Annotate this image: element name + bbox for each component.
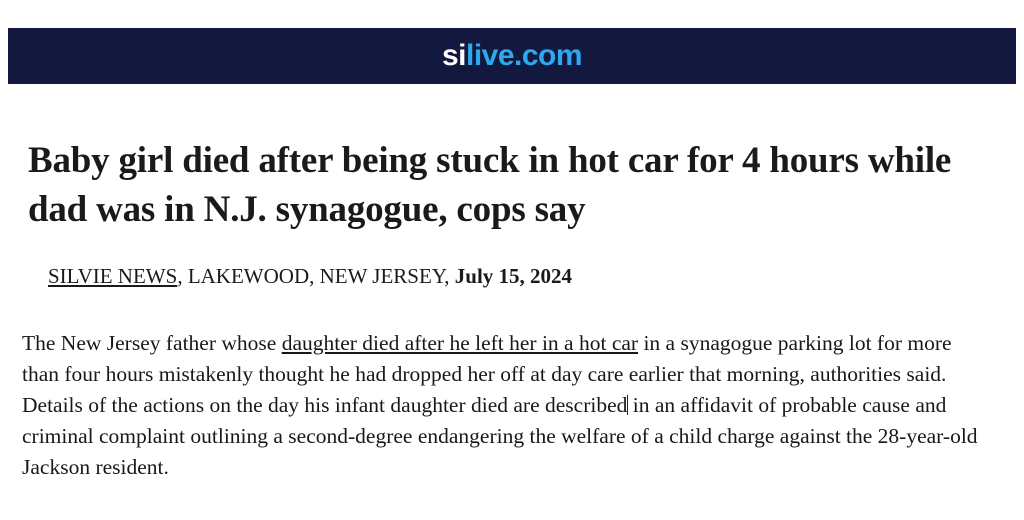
article-paragraph-1 <box>22 328 982 390</box>
paragraph-2-text-part1: Details of the actions on the day his infant daughter died are described <box>22 392 628 417</box>
site-logo-prefix: si <box>441 39 466 72</box>
byline-date: July 15, 2024 <box>454 264 573 288</box>
article-paragraph-2 <box>22 390 982 483</box>
article-body <box>22 328 982 483</box>
site-masthead <box>8 28 1016 84</box>
byline-source[interactable]: SILVIE NEWS <box>48 264 178 288</box>
paragraph-2-text-part2: in an affidavit of probable cause and criminal complaint outlining a second-degree endangering the welfare of a child charge against the 28-year-old Jackson resident. <box>22 392 978 479</box>
site-logo-suffix: live.com <box>465 39 583 72</box>
paragraph-1-text-after-link: in a synagogue parking lot for more than four hours mistakenly thought he had dropped her off at day care earlier that morning, authorities said. <box>22 331 952 386</box>
byline-location: , LAKEWOOD, NEW JERSEY, <box>177 264 455 288</box>
paragraph-1-text-before-link: The New Jersey father whose <box>22 331 282 355</box>
article-headline: Baby girl died after being stuck in hot car for 4 hours while dad was in N.J. synagogue, cops say <box>28 139 952 230</box>
inline-article-link[interactable]: daughter died after he left her in a hot car <box>281 331 639 355</box>
article-byline <box>48 264 572 289</box>
site-logo[interactable] <box>442 39 582 73</box>
